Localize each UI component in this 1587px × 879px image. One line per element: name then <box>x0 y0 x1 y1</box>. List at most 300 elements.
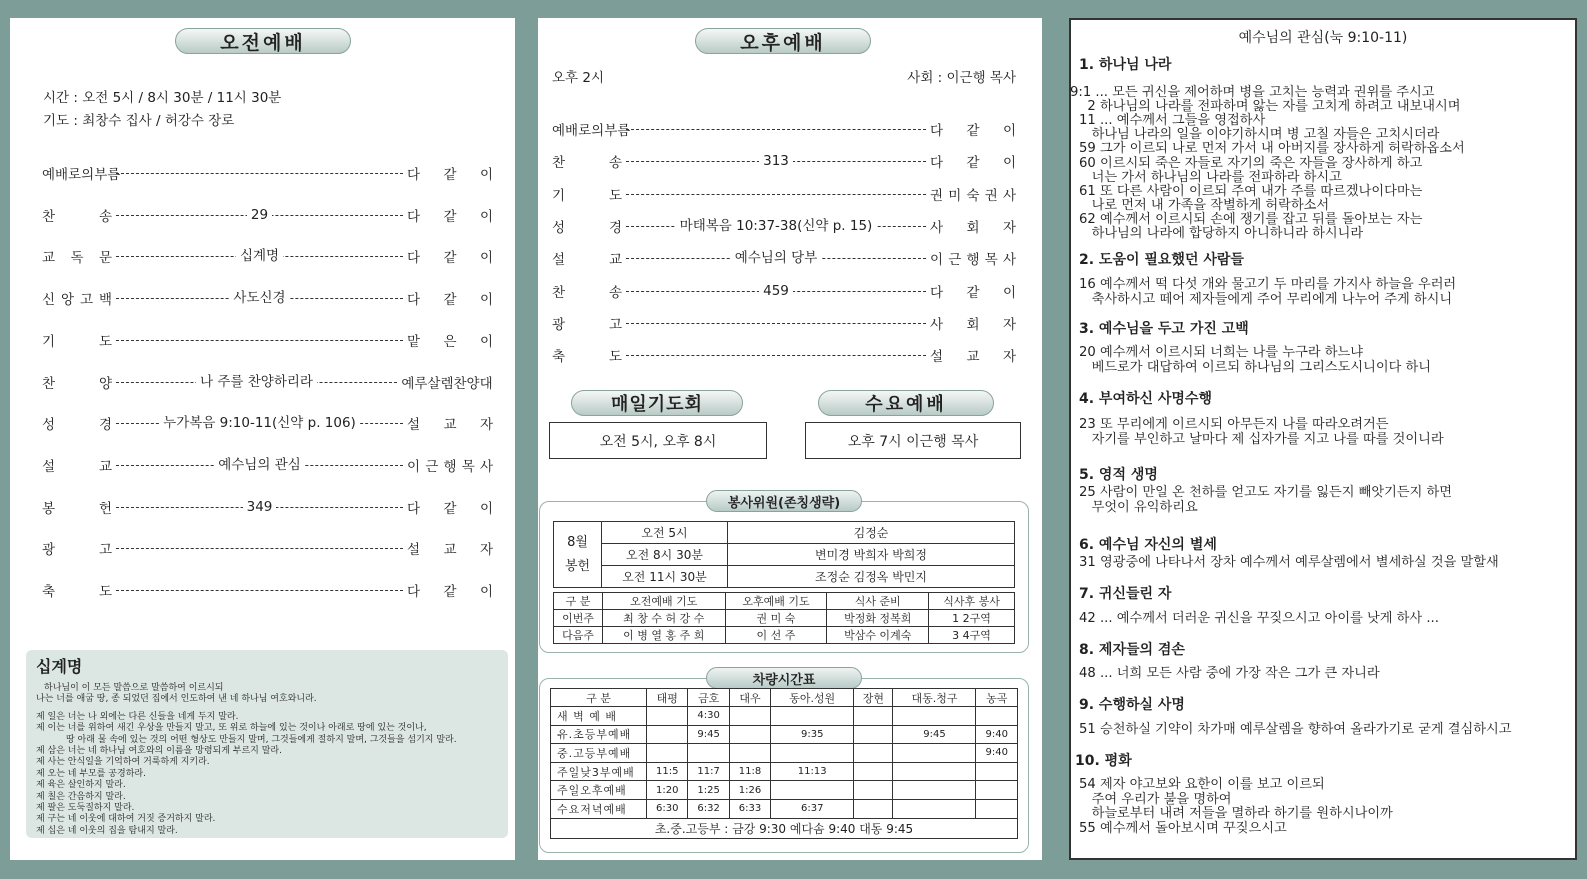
duty-cell: 1 2구역 <box>929 610 1015 627</box>
label-char: 축 <box>42 584 56 600</box>
performer-char: 이 <box>479 167 493 183</box>
label-char: 기 <box>552 187 566 204</box>
commandment-line: 제 이는 너를 위하여 새긴 우상을 만들지 말고, 또 위로 하늘에 있는 것이나 아래로 땅에 있는 것이나, <box>36 723 427 734</box>
label-char: 찬 <box>42 208 56 225</box>
bus-time <box>976 781 1018 800</box>
label-char: 광 <box>552 316 566 333</box>
daily-prayer-time: 오전 5시, 오후 8시 <box>549 422 767 459</box>
label-char: 성 <box>552 219 566 236</box>
line-performer <box>930 184 1016 204</box>
duty-header: 오전예배 기도 <box>603 593 726 610</box>
performer-char: 맡 <box>407 333 421 350</box>
performer-char: 다 <box>407 208 421 225</box>
bus-time <box>854 762 893 781</box>
volunteer-title: 봉사위원(존칭생략) <box>706 490 862 512</box>
worship-line <box>552 184 1016 204</box>
afternoon-leader: 사회 : 이근행 목사 <box>907 70 1016 86</box>
bus-title: 차량시간표 <box>706 667 862 689</box>
label-char: 고 <box>79 292 94 309</box>
line-label <box>42 372 112 392</box>
service-slot: 오전 8시 30분 <box>602 544 728 566</box>
label-char: 부 <box>604 123 618 139</box>
afternoon-time: 오후 2시 <box>552 70 605 86</box>
worship-line <box>552 313 1016 333</box>
label-char: 름 <box>617 123 631 139</box>
performer-char: 교 <box>443 542 457 559</box>
bus-time <box>647 725 688 744</box>
label-char: 교 <box>98 458 112 475</box>
performer-char: 설 <box>407 542 421 559</box>
performer-char: 회 <box>966 219 980 236</box>
verse-line: 16 예수께서 떡 다섯 개와 물고기 두 마리를 가지사 하늘을 우러러 <box>1079 277 1457 292</box>
label-char: 교 <box>42 250 56 267</box>
worship-line <box>42 580 493 600</box>
bus-time: 9:45 <box>893 725 976 744</box>
verse-line: 48 ... 너희 모든 사람 중에 가장 작은 그가 큰 자니라 <box>1079 666 1380 681</box>
bus-time <box>893 744 976 763</box>
bus-time <box>688 744 729 763</box>
duty-cell: 이번주 <box>554 610 603 627</box>
commandment-line: 제 십은 네 이웃의 집을 탐내지 말라. <box>36 825 178 836</box>
bus-time: 1:26 <box>729 781 770 800</box>
performer-char: 이 <box>930 252 944 269</box>
worship-line <box>42 455 493 475</box>
performer-char: 다 <box>407 500 421 517</box>
bus-time <box>729 744 770 763</box>
line-content: 누가복음 9:10-11(신약 p. 106) <box>159 413 360 433</box>
bus-time: 9:45 <box>688 725 729 744</box>
commandment-line: 하나님이 이 모든 말씀으로 말씀하여 이르시되 <box>44 683 224 693</box>
bus-header: 대우 <box>729 689 770 707</box>
bus-time <box>893 781 976 800</box>
afternoon-title: 오후예배 <box>695 28 871 54</box>
bus-header: 장현 <box>854 689 893 707</box>
performer-char: 다 <box>930 123 944 139</box>
section-heading: 3. 예수님을 두고 가진 고백 <box>1079 321 1249 337</box>
afternoon-worship-panel <box>538 18 1042 860</box>
section-heading: 8. 제자들의 겸손 <box>1079 642 1185 658</box>
section-heading: 4. 부여하신 사명수행 <box>1079 391 1212 407</box>
verse-line: 주여 우리가 불을 명하여 <box>1079 791 1232 807</box>
line-leader <box>626 151 926 171</box>
bus-service: 주일오후예배 <box>551 781 647 800</box>
worship-line <box>42 163 493 183</box>
bus-time <box>854 799 893 818</box>
verse-line: 하나님 나라의 일을 이야기하시며 병 고칠 자들은 고치시더라 <box>1079 127 1440 143</box>
verse-line: 62 예수께서 이르시되 손에 쟁기를 잡고 뒤를 돌아보는 자는 <box>1079 211 1423 227</box>
worship-line <box>42 413 493 433</box>
label-char: 경 <box>608 219 622 236</box>
verse-line: 하나님의 나라에 합당하지 아니하니라 하시니라 <box>1079 226 1364 241</box>
bus-time <box>893 707 976 726</box>
label-char: 름 <box>107 167 121 183</box>
bus-table <box>550 688 1018 839</box>
line-label <box>552 184 622 204</box>
line-content: 마태복음 10:37-38(신약 p. 15) <box>676 216 877 236</box>
line-performer <box>407 288 493 308</box>
verse-line: 20 예수께서 이르시되 너희는 나를 누구라 하느냐 <box>1079 345 1363 360</box>
label-char: 송 <box>98 208 112 225</box>
line-performer <box>930 119 1016 139</box>
line-leader <box>116 413 403 433</box>
commandment-line: 제 육은 살인하지 말라. <box>36 780 126 791</box>
line-label <box>42 580 112 600</box>
line-label <box>552 281 622 301</box>
performer-char: 은 <box>443 333 457 350</box>
performer-char: 같 <box>966 123 980 139</box>
performer-char: 자 <box>1002 349 1016 366</box>
bus-header: 구 분 <box>551 689 647 707</box>
bus-time: 11:5 <box>647 762 688 781</box>
line-content: 십계명 <box>236 246 283 266</box>
verse-line: 나로 먼저 내 가족을 작별하게 허락하소서 <box>1079 197 1330 213</box>
duty-cell: 박정화 정복희 <box>827 610 929 627</box>
worship-line <box>42 246 493 266</box>
label-char: 교 <box>608 252 622 269</box>
commandment-line: 제 오는 네 부모를 공경하라. <box>36 768 146 779</box>
verse-line: 너는 가서 하나님의 나라를 전파하라 하시고 <box>1079 169 1342 185</box>
line-label <box>42 413 112 433</box>
worship-line <box>42 205 493 225</box>
worship-line <box>42 538 493 558</box>
bus-time: 9:35 <box>771 725 854 744</box>
performer-char: 권 <box>930 187 944 204</box>
bus-service: 유.초등부예배 <box>551 725 647 744</box>
line-label <box>42 246 112 266</box>
commandment-line: 제 팔은 도둑질하지 말라. <box>36 803 135 814</box>
wednesday-title: 수요예배 <box>818 390 994 416</box>
line-leader <box>626 119 926 139</box>
verse-line: 축사하시고 떼어 제자들에게 주어 무리에게 나누어 주게 하시니 <box>1079 291 1453 307</box>
performer-char: 목 <box>984 252 998 269</box>
line-performer <box>930 313 1016 333</box>
bus-time <box>771 781 854 800</box>
line-content: 349 <box>243 497 277 517</box>
line-label <box>552 345 622 365</box>
label-char: 광 <box>42 542 56 559</box>
label-char: 봉 <box>42 500 56 517</box>
verse-line: 9:1 ... 모든 귀신을 제어하며 병을 고치는 능력과 권위를 주시고 <box>1070 85 1435 100</box>
service-table <box>553 521 1015 588</box>
bus-time: 6:33 <box>729 799 770 818</box>
bus-time: 11:13 <box>771 762 854 781</box>
label-char: 도 <box>98 584 112 600</box>
label-char: 백 <box>98 292 112 309</box>
label-char: 고 <box>98 542 112 559</box>
performer-char: 다 <box>407 250 421 267</box>
verse-line: 42 ... 예수께서 더러운 귀신을 꾸짖으시고 아이를 낫게 하사 ... <box>1079 611 1439 626</box>
label-char: 찬 <box>552 155 566 172</box>
line-leader <box>626 313 926 333</box>
bus-time: 6:30 <box>647 799 688 818</box>
section-heading: 7. 귀신들린 자 <box>1079 586 1172 602</box>
line-label <box>552 151 622 171</box>
line-label <box>552 119 631 139</box>
performer-char: 숙 <box>966 187 980 204</box>
performer-char: 미 <box>948 187 962 204</box>
label-char: 문 <box>98 250 112 267</box>
verse-line: 31 영광중에 나타나서 장차 예수께서 예루살렘에서 별세하실 것을 말할새 <box>1079 555 1499 570</box>
verse-line: 23 또 무리에게 이르시되 아무든지 나를 따라오려거든 <box>1079 417 1389 432</box>
line-content: 예수님의 관심 <box>214 455 305 475</box>
verse-line: 자기를 부인하고 날마다 제 십자가를 지고 나를 따를 것이니라 <box>1079 431 1444 447</box>
label-char: 독 <box>70 250 84 267</box>
performer-char: 자 <box>479 542 493 559</box>
line-performer <box>407 205 493 225</box>
line-leader <box>116 163 403 183</box>
verse-line: 60 이르시되 죽은 자들로 자기의 죽은 자들을 장사하게 하고 <box>1079 155 1423 171</box>
worship-line <box>552 119 1016 139</box>
line-performer <box>930 151 1016 171</box>
performer-char: 회 <box>966 316 980 333</box>
label-char: 예 <box>552 123 566 139</box>
commandment-line: 제 일은 너는 나 외에는 다른 신들을 네게 두지 말라. <box>36 711 239 722</box>
duty-header: 식사후 봉사 <box>929 593 1015 610</box>
performer-char: 이 <box>479 292 493 309</box>
line-label <box>42 455 112 475</box>
duty-cell: 최 창 수 허 강 수 <box>603 610 726 627</box>
line-label <box>42 288 112 308</box>
verse-line: 베드로가 대답하여 이르되 하나님의 그리스도시니이다 하니 <box>1079 359 1432 375</box>
performer-char: 사 <box>1002 252 1016 269</box>
worship-line <box>552 248 1016 268</box>
commandments-title: 십계명 <box>36 657 83 676</box>
label-char: 찬 <box>552 284 566 301</box>
line-leader <box>116 455 403 475</box>
performer-char: 이 <box>479 208 493 225</box>
bus-time <box>854 781 893 800</box>
bus-time <box>893 799 976 818</box>
morning-title: 오전예배 <box>175 28 351 54</box>
line-leader <box>116 330 403 350</box>
bus-time <box>647 707 688 726</box>
line-label <box>552 248 622 268</box>
duty-cell: 박삼수 이계숙 <box>827 627 929 644</box>
section-heading: 5. 영적 생명 <box>1079 467 1158 483</box>
bus-time <box>976 707 1018 726</box>
label-char: 설 <box>42 458 56 475</box>
bus-time <box>729 707 770 726</box>
performer-char: 이 <box>479 500 493 517</box>
line-leader <box>626 216 926 236</box>
worship-line <box>552 216 1016 236</box>
performer-char: 이 <box>1002 155 1016 172</box>
performer-char: 다 <box>407 292 421 309</box>
line-leader <box>626 248 926 268</box>
commandment-line: 제 사는 안식일을 기억하여 거룩하게 지키라. <box>36 757 210 768</box>
performer-char: 같 <box>443 250 457 267</box>
duty-cell: 권 미 숙 <box>725 610 827 627</box>
service-slot: 오전 11시 30분 <box>602 566 728 588</box>
performer-char: 다 <box>407 584 421 600</box>
label-char: 부 <box>94 167 108 183</box>
bus-time <box>729 725 770 744</box>
performer-char: 같 <box>443 208 457 225</box>
label-char: 양 <box>98 375 112 392</box>
line-performer <box>930 345 1016 365</box>
performer-char: 이 <box>479 333 493 350</box>
commandment-line: 제 칠은 간음하지 말라. <box>36 791 126 802</box>
bus-service: 수요저녁예배 <box>551 799 647 818</box>
bus-time <box>976 799 1018 818</box>
performer-char: 사 <box>930 219 944 236</box>
label-char: 앙 <box>60 292 75 309</box>
verse-line: 하늘로부터 내려 저들을 멸하라 하기를 원하시나이까 <box>1079 806 1393 821</box>
performer-char: 다 <box>407 167 421 183</box>
performer-char: 교 <box>443 417 457 434</box>
section-heading: 6. 예수님 자신의 별세 <box>1079 537 1217 553</box>
performer-char: 사 <box>930 316 944 333</box>
morning-worship-panel <box>10 18 515 860</box>
sermon-title: 예수님의 관심(눅 9:10-11) <box>1238 30 1408 46</box>
verse-line: 61 또 다른 사람이 이르되 주여 내가 주를 따르겠나이다마는 <box>1079 183 1423 199</box>
sermon-panel <box>1069 18 1577 860</box>
line-leader <box>116 580 403 600</box>
bus-footer: 초.중.고등부 : 금강 9:30 예다솜 9:40 대동 9:45 <box>551 818 1018 838</box>
performer-char: 이 <box>479 584 493 600</box>
bus-time: 11:8 <box>729 762 770 781</box>
duty-cell: 다음주 <box>554 627 603 644</box>
performer-char: 같 <box>966 155 980 172</box>
verse-line: 55 예수께서 돌아보시며 꾸짖으시고 <box>1079 820 1287 836</box>
label-char: 경 <box>98 417 112 434</box>
performer-char: 이 <box>1002 123 1016 139</box>
section-heading: 10. 평화 <box>1075 753 1132 769</box>
service-slot: 오전 5시 <box>602 522 728 544</box>
label-char: 의 <box>591 123 605 139</box>
verse-line: 51 승천하실 기약이 차가매 예루살렘을 향하여 올라가기로 굳게 결심하시고 <box>1079 722 1512 737</box>
line-content: 사도신경 <box>229 288 289 308</box>
verse-line: 무엇이 유익하리요 <box>1079 499 1198 515</box>
line-content: 예수님의 당부 <box>731 248 822 268</box>
bus-header: 농곡 <box>976 689 1018 707</box>
worship-line <box>552 345 1016 365</box>
label-char: 송 <box>608 284 622 301</box>
label-char: 축 <box>552 349 566 366</box>
bus-time <box>854 707 893 726</box>
line-content: 나 주를 찬양하리라 <box>196 372 317 392</box>
line-performer <box>401 372 493 392</box>
bus-time <box>647 744 688 763</box>
service-names: 변미경 박희자 박희정 <box>728 544 1015 566</box>
bus-time: 4:30 <box>688 707 729 726</box>
performer-char: 행 <box>966 252 980 269</box>
line-leader <box>116 288 403 308</box>
bus-time <box>854 725 893 744</box>
label-char: 송 <box>608 155 622 172</box>
verse-line: 59 그가 이르되 나로 먼저 가서 내 아버지를 장사하게 허락하옵소서 <box>1079 141 1465 157</box>
bus-time: 9:40 <box>976 725 1018 744</box>
line-label <box>42 205 112 225</box>
performer-char: 사 <box>1002 187 1016 204</box>
duty-header: 식사 준비 <box>827 593 929 610</box>
bus-service: 중.고등부예배 <box>551 744 647 763</box>
daily-prayer-title: 매일기도회 <box>571 390 743 416</box>
line-performer <box>930 248 1016 268</box>
line-label <box>42 497 112 517</box>
label-char: 배 <box>565 123 579 139</box>
line-performer <box>407 497 493 517</box>
duty-header: 구 분 <box>554 593 603 610</box>
wednesday-time: 오후 7시 이근행 목사 <box>805 422 1021 459</box>
line-leader <box>116 497 403 517</box>
service-names: 김정순 <box>728 522 1015 544</box>
performer-char: 같 <box>443 500 457 517</box>
verse-line: 54 제자 야고보와 요한이 이를 보고 이르되 <box>1079 777 1325 792</box>
commandment-line: 제 구는 네 이웃에 대하여 거짓 증거하지 말라. <box>36 814 216 825</box>
line-performer <box>407 330 493 350</box>
performer-char: 행 <box>443 458 457 475</box>
bus-time: 1:25 <box>688 781 729 800</box>
offering-month: 8월 봉헌 <box>554 522 602 588</box>
line-leader <box>626 184 926 204</box>
morning-time: 시간 : 오전 5시 / 8시 30분 / 11시 30분 <box>43 90 282 106</box>
bus-service: 새 벽 예 배 <box>551 707 647 726</box>
line-performer <box>407 246 493 266</box>
performer-char: 이 <box>407 458 421 475</box>
bus-service: 주일낮3부예배 <box>551 762 647 781</box>
line-content: 313 <box>759 151 793 171</box>
performer-char: 같 <box>443 292 457 309</box>
line-leader <box>626 345 926 365</box>
label-char: 헌 <box>98 500 112 517</box>
line-leader <box>116 205 403 225</box>
worship-line <box>42 497 493 517</box>
performer-char: 다 <box>930 284 944 301</box>
section-heading: 2. 도움이 필요했던 사람들 <box>1079 252 1244 268</box>
performer-char: 목 <box>461 458 475 475</box>
line-leader <box>116 372 397 392</box>
commandment-line: 땅 아래 물 속에 있는 것의 어떤 형상도 만들지 말며, 그것들에게 절하지 말며, 그것들을 섬기지 말라. <box>66 734 457 745</box>
line-performer <box>407 413 493 433</box>
label-char: 찬 <box>42 375 56 392</box>
duty-table <box>553 592 1015 644</box>
line-label <box>552 313 622 333</box>
label-char: 신 <box>42 292 56 309</box>
performer-char: 설 <box>930 349 944 366</box>
performer-char: 사 <box>479 458 493 475</box>
performer-char: 이 <box>1002 284 1016 301</box>
performer-char: 이 <box>479 250 493 267</box>
bus-header: 동아.성원 <box>771 689 854 707</box>
performer-char: 자 <box>1002 316 1016 333</box>
commandment-line: 제 삼은 너는 네 하나님 여호와의 이름을 망령되게 부르지 말라. <box>36 746 282 757</box>
label-char: 도 <box>608 349 622 366</box>
bus-header: 태평 <box>647 689 688 707</box>
section-heading: 1. 하나님 나라 <box>1079 57 1172 73</box>
line-leader <box>116 246 403 266</box>
ten-commandments <box>26 650 508 838</box>
performer-char: 다 <box>930 155 944 172</box>
line-performer <box>407 538 493 558</box>
line-label <box>42 330 112 350</box>
service-names: 조정순 김정옥 박민지 <box>728 566 1015 588</box>
label-char: 도 <box>98 333 112 350</box>
line-content: 29 <box>247 205 272 225</box>
line-content: 459 <box>759 281 793 301</box>
label-char: 설 <box>552 252 566 269</box>
bus-time <box>771 707 854 726</box>
label-char: 예 <box>42 167 56 183</box>
line-performer <box>930 281 1016 301</box>
section-heading: 9. 수행하실 사명 <box>1079 697 1185 713</box>
worship-line <box>42 330 493 350</box>
bus-time: 1:20 <box>647 781 688 800</box>
verse-line: 11 ... 예수께서 그들을 영접하사 <box>1079 113 1266 129</box>
performer-char: 예루살렘찬양대 <box>401 375 493 392</box>
duty-cell: 이 병 열 홍 주 희 <box>603 627 726 644</box>
bus-header: 금호 <box>688 689 729 707</box>
